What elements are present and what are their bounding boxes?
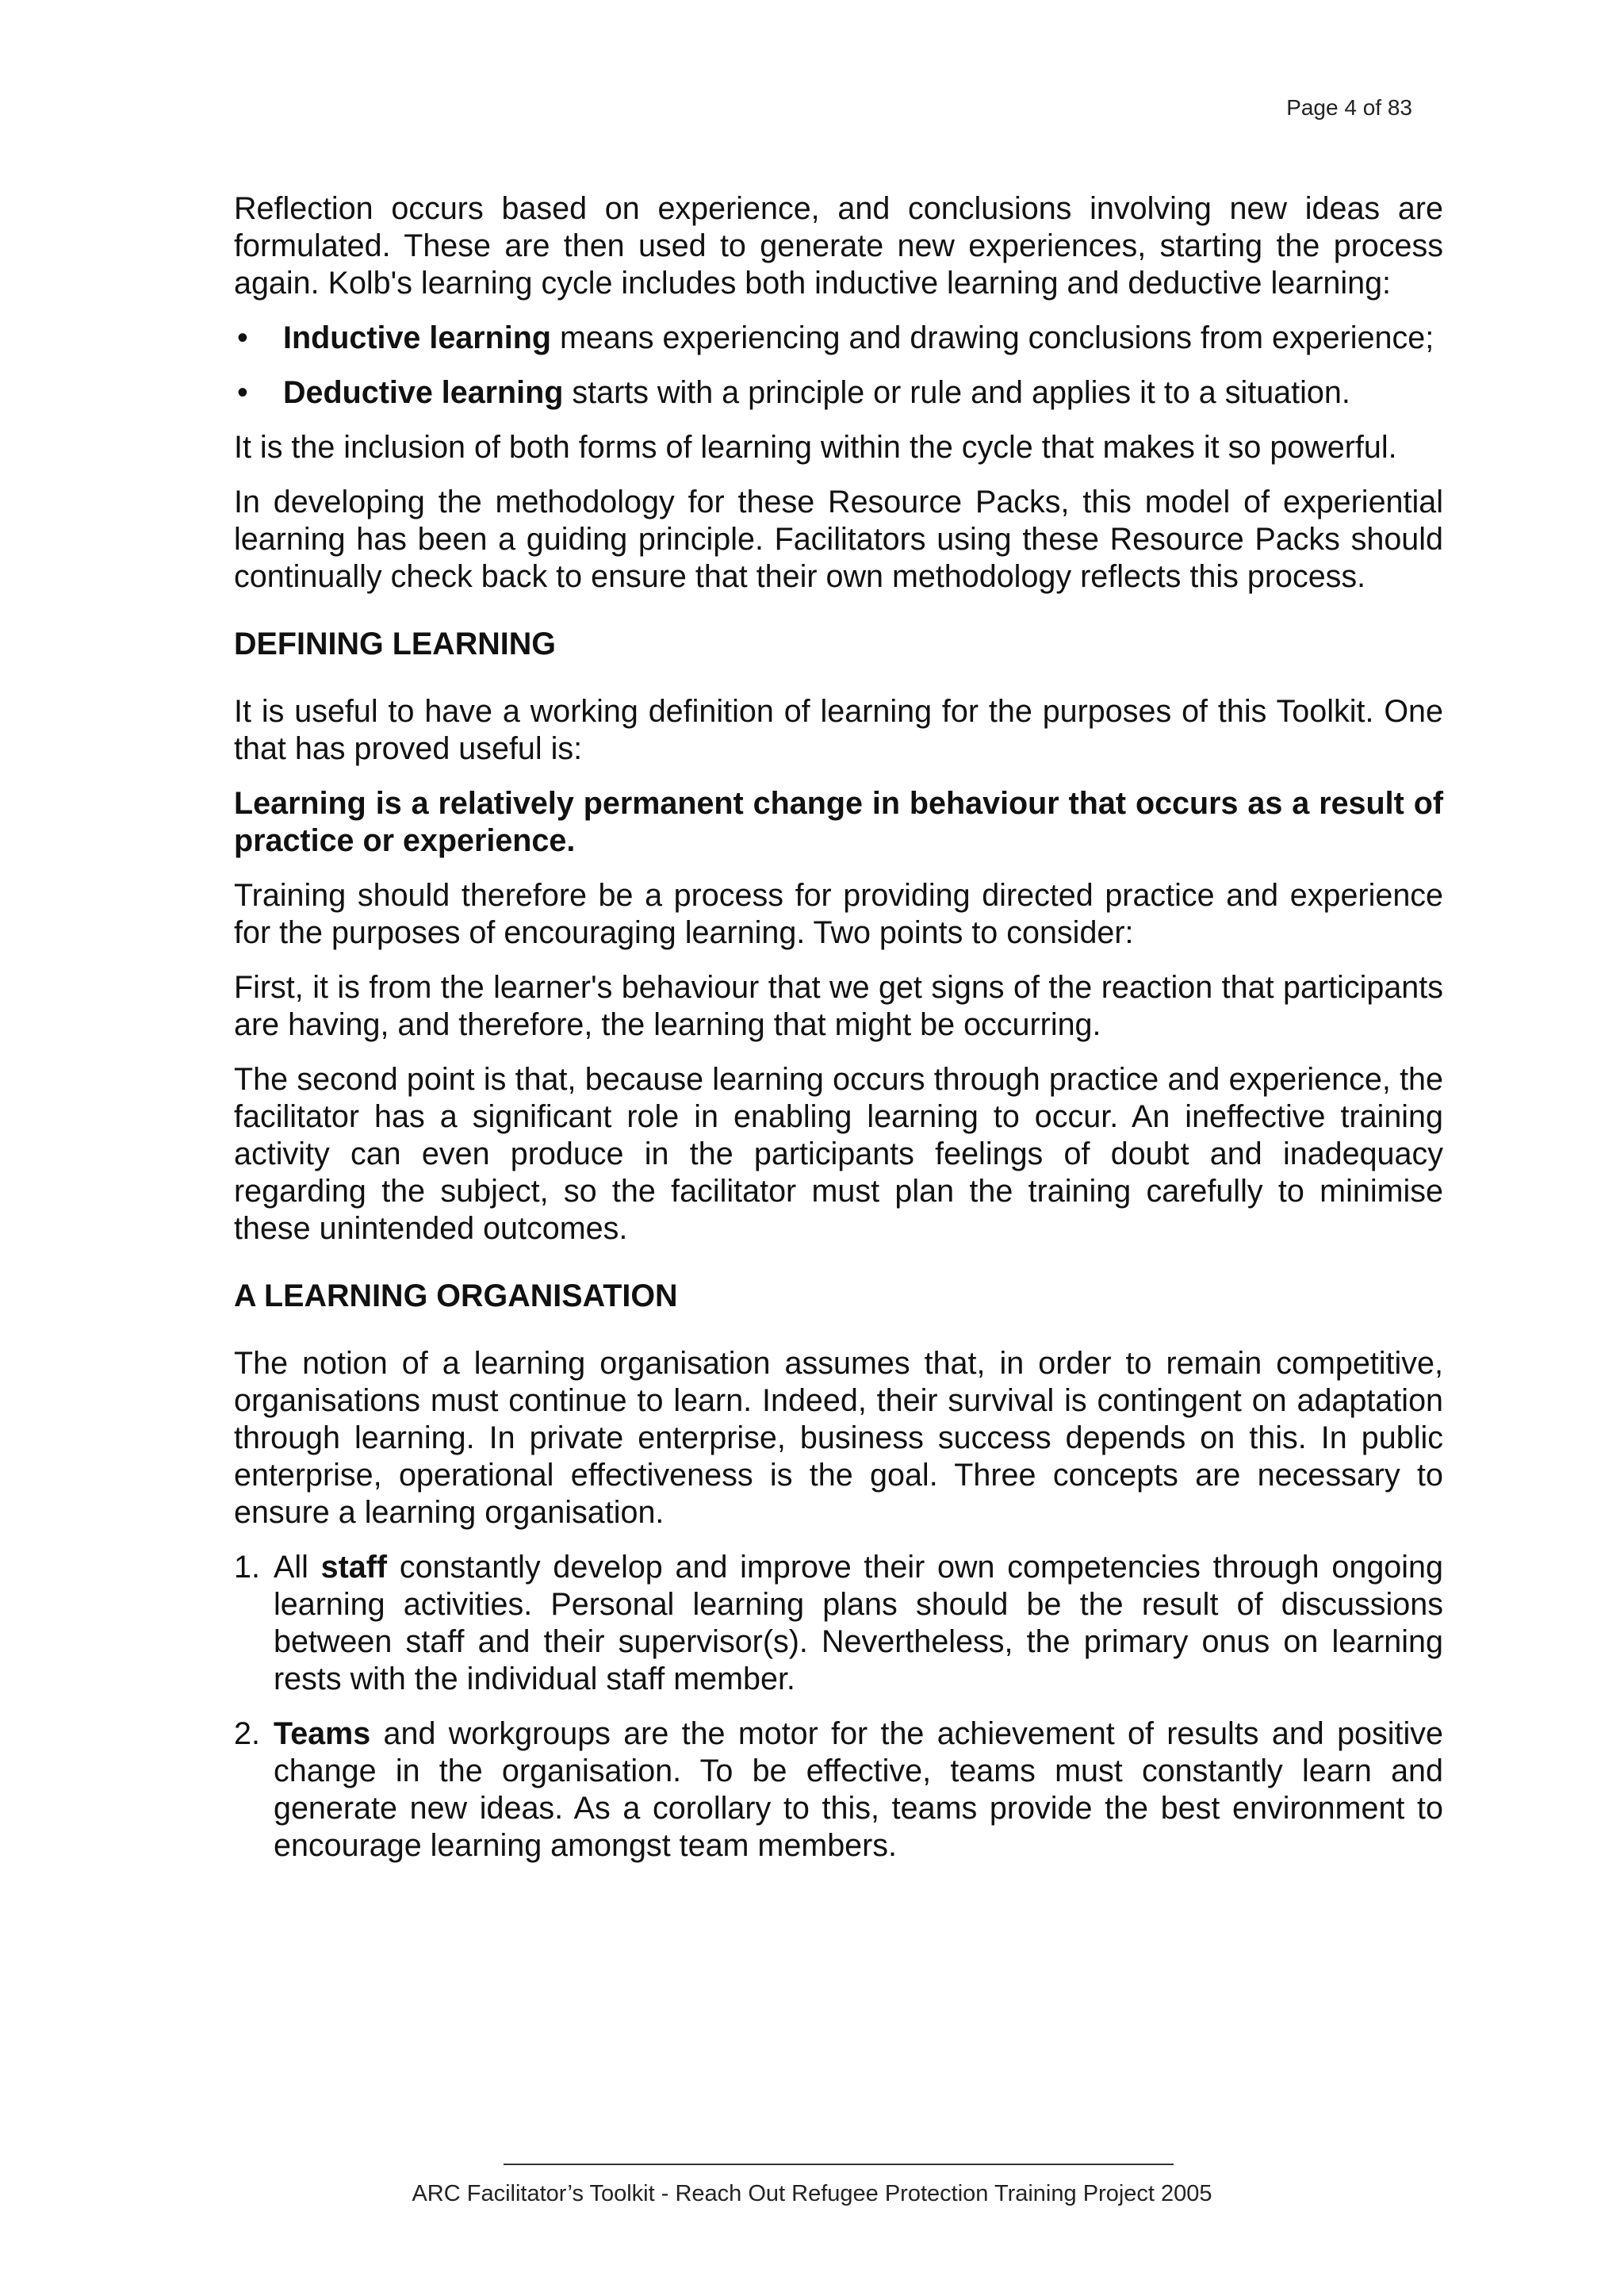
paragraph-second-point: The second point is that, because learning occurs through practice and experience, the facilitator has a significant role in enabling learning to occur. An ineffective training activity can even produce in the participants feelings of doubt and inadequacy regarding the subject, so the facilitator must plan the training carefully to minimise these unintended outcomes. — [234, 1062, 1443, 1246]
page-body — [234, 190, 1443, 1882]
paragraph-working-definition: It is useful to have a working definition of learning for the purposes of this Toolkit. One that has proved useful is: — [234, 694, 1443, 766]
list-text-teams: and workgroups are the motor for the achievement of results and positive change in the organisation. To be effective, teams must constantly learn and generate new ideas. As a corollary to this, teams provide the best environment to encourage learning amongst team members. — [274, 1716, 1443, 1863]
term-inductive-learning: Inductive learning — [283, 320, 552, 355]
paragraph-kolb-cycle: Reflection occurs based on experience, and conclusions involving new ideas are formulated. These are then used to generate new experiences, starting the process again. Kolb's learning cycle includes both inductive learning and deductive learning: — [234, 191, 1443, 301]
term-deductive-learning: Deductive learning — [283, 375, 564, 410]
heading-defining-learning: DEFINING LEARNING — [234, 627, 556, 661]
bullet-icon: • — [237, 320, 248, 355]
paragraph-both-forms: It is the inclusion of both forms of learning within the cycle that makes it so powerful. — [234, 430, 1397, 465]
heading-learning-organisation: A LEARNING ORGANISATION — [234, 1278, 678, 1313]
term-teams: Teams — [274, 1716, 371, 1751]
bullet-icon: • — [237, 375, 248, 410]
list-prefix: All — [274, 1550, 321, 1585]
learning-types-list — [234, 320, 1443, 412]
footer-divider — [504, 2164, 1174, 2165]
list-number: 2. — [234, 1716, 260, 1751]
definition-deductive: starts with a principle or rule and applies it to a situation. — [563, 375, 1350, 410]
list-item-deductive — [234, 374, 1443, 412]
list-number: 1. — [234, 1550, 260, 1585]
list-text-staff: constantly develop and improve their own competencies through ongoing learning activities. Personal learning plans should be the result of discussions between staff and their supervisor(s). Nevertheless, the primary onus on learning rests with the individual staff member. — [274, 1550, 1443, 1696]
list-item-teams — [234, 1715, 1443, 1865]
footer-text: ARC Facilitator’s Toolkit - Reach Out Refugee Protection Training Project 2005 — [412, 2181, 1212, 2206]
paragraph-training-process: Training should therefore be a process for providing directed practice and experience for the purposes of encouraging learning. Two points to consider: — [234, 878, 1443, 950]
term-staff: staff — [320, 1550, 388, 1585]
list-item-staff — [234, 1549, 1443, 1698]
paragraph-methodology: In developing the methodology for these Resource Packs, this model of experiential learning has been a guiding principle. Facilitators using these Resource Packs should continually check back to ensure that their own methodology reflects this process. — [234, 485, 1443, 594]
learning-definition: Learning is a relatively permanent change in behaviour that occurs as a result of practice or experience. — [234, 786, 1443, 858]
page-number: Page 4 of 83 — [1286, 95, 1412, 120]
paragraph-learning-organisation: The notion of a learning organisation assumes that, in order to remain competitive, organisations must continue to learn. Indeed, their survival is contingent on adaptation through learning. In private enterprise, business success depends on this. In public enterprise, operational effectiveness is the goal. Three concepts are necessary to ensure a learning organisation. — [234, 1346, 1443, 1530]
definition-inductive: means experiencing and drawing conclusions from experience; — [551, 320, 1434, 355]
paragraph-first-point: First, it is from the learner's behaviour that we get signs of the reaction that participants are having, and therefore, the learning that might be occurring. — [234, 970, 1443, 1042]
concepts-list — [234, 1549, 1443, 1865]
list-item-inductive — [234, 320, 1443, 357]
